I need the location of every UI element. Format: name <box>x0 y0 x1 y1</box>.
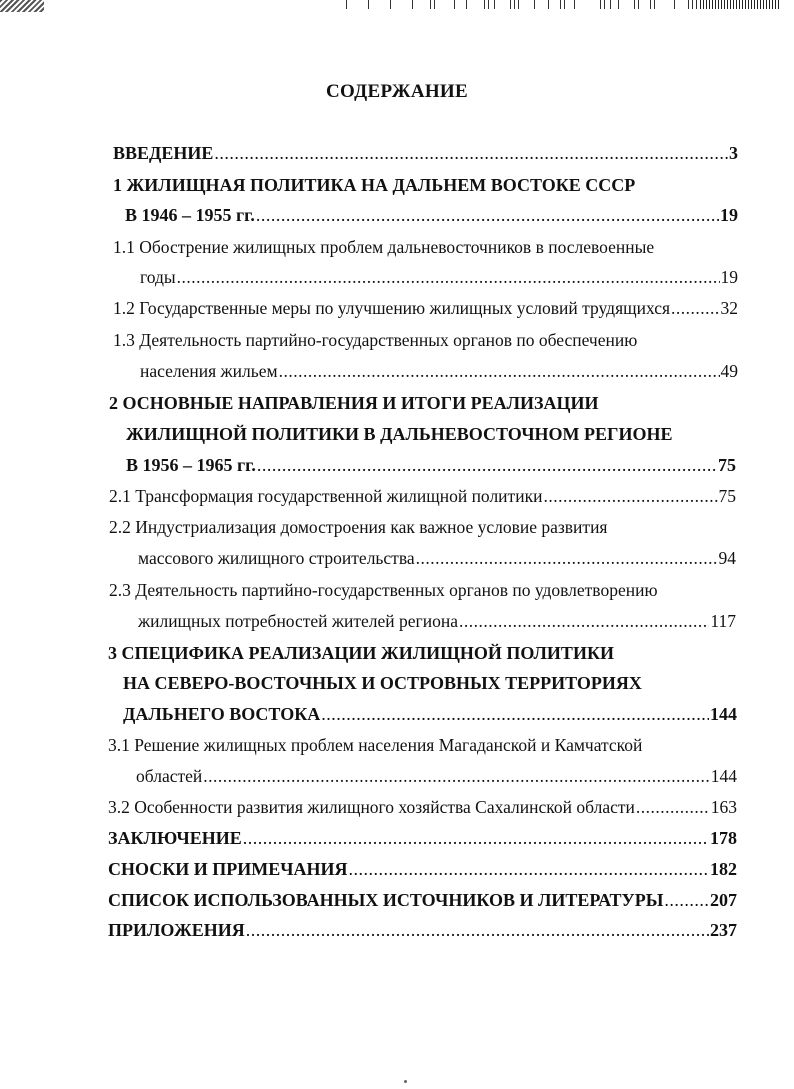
toc-page-number: 19 <box>720 267 738 287</box>
leader-dots <box>348 859 709 880</box>
toc-entry-text: СПИСОК ИСПОЛЬЗОВАННЫХ ИСТОЧНИКОВ И ЛИТЕРАТУРЫ <box>108 890 664 910</box>
toc-entry-section-1-3[interactable] <box>140 361 738 385</box>
toc-entry-text: ПРИЛОЖЕНИЯ <box>108 920 245 940</box>
toc-entry-appendices[interactable] <box>108 920 737 944</box>
toc-page-number: 75 <box>718 455 736 475</box>
toc-page-number: 117 <box>710 611 736 631</box>
toc-entry-section-2-3[interactable] <box>138 611 736 635</box>
toc-page-number: 144 <box>710 766 737 786</box>
toc-page-number: 3 <box>729 143 738 163</box>
toc-page-number: 49 <box>720 361 738 381</box>
toc-entry-text: 1.2 Государственные меры по улучшению жилищных условий трудящихся <box>113 298 671 318</box>
toc-entry-conclusion[interactable] <box>108 828 737 852</box>
leader-dots <box>246 920 709 941</box>
toc-section-3-1-title[interactable]: 3.1 Решение жилищных проблем населения Магаданской и Камчатской <box>108 735 643 755</box>
toc-entry-text: населения жильем <box>140 361 278 381</box>
leader-dots <box>636 797 710 818</box>
toc-entry-chapter-2[interactable] <box>126 455 736 479</box>
toc-entry-section-2-1[interactable] <box>109 486 736 510</box>
toc-entry-text: жилищных потребностей жителей региона <box>138 611 458 631</box>
toc-section-1-3-title[interactable]: 1.3 Деятельность партийно-государственных органов по обеспечению <box>113 330 638 350</box>
toc-entry-text: В 1946 – 1955 гг. <box>125 205 255 225</box>
toc-entry-introduction[interactable] <box>113 143 738 167</box>
toc-entry-section-3-1[interactable] <box>136 766 737 790</box>
toc-page-number: 207 <box>710 890 737 910</box>
toc-page-number: 94 <box>718 548 736 568</box>
leader-dots <box>256 205 719 226</box>
toc-page-number: 75 <box>718 486 736 506</box>
scan-artifact-bottom <box>404 1080 407 1083</box>
toc-entry-text: массового жилищного строительства <box>138 548 415 568</box>
toc-entry-section-3-2[interactable] <box>108 797 737 821</box>
toc-entry-text: СНОСКИ И ПРИМЕЧАНИЯ <box>108 859 348 879</box>
toc-chapter-1-title[interactable]: 1 ЖИЛИЩНАЯ ПОЛИТИКА НА ДАЛЬНЕМ ВОСТОКЕ СССР <box>113 175 636 195</box>
toc-entry-section-1-2[interactable] <box>113 298 738 322</box>
toc-chapter-3-title[interactable]: 3 СПЕЦИФИКА РЕАЛИЗАЦИИ ЖИЛИЩНОЙ ПОЛИТИКИ <box>108 643 614 663</box>
toc-page-number: 182 <box>710 859 737 879</box>
leader-dots <box>543 486 717 507</box>
leader-dots <box>243 828 709 849</box>
leader-dots <box>664 890 709 911</box>
toc-chapter-2-title[interactable]: 2 ОСНОВНЫЕ НАПРАВЛЕНИЯ И ИТОГИ РЕАЛИЗАЦИИ <box>109 393 599 413</box>
leader-dots <box>177 267 720 288</box>
toc-entry-text: ЗАКЛЮЧЕНИЕ <box>108 828 242 848</box>
toc-chapter-3-title-line2[interactable]: НА СЕВЕРО-ВОСТОЧНЫХ И ОСТРОВНЫХ ТЕРРИТОРИЯХ <box>123 673 642 693</box>
toc-entry-text: 3.2 Особенности развития жилищного хозяйства Сахалинской области <box>108 797 635 817</box>
leader-dots <box>214 143 728 164</box>
toc-page-number: 144 <box>710 704 737 724</box>
leader-dots <box>671 298 719 319</box>
toc-entry-text: В 1956 – 1965 гг. <box>126 455 256 475</box>
toc-entry-footnotes[interactable] <box>108 859 737 883</box>
toc-entry-bibliography[interactable] <box>108 890 737 914</box>
toc-entry-section-1-1[interactable] <box>140 267 738 291</box>
toc-page-number: 32 <box>720 298 738 318</box>
toc-page-number: 19 <box>720 205 738 225</box>
toc-page-number: 237 <box>710 920 737 940</box>
toc-entry-section-2-2[interactable] <box>138 548 736 572</box>
toc-entry-text: ДАЛЬНЕГО ВОСТОКА <box>123 704 321 724</box>
toc-entry-text: годы <box>140 267 176 287</box>
toc-section-2-3-title[interactable]: 2.3 Деятельность партийно-государственных органов по удовлетворению <box>109 580 658 600</box>
leader-dots <box>416 548 718 569</box>
leader-dots <box>459 611 709 632</box>
toc-page-number: 163 <box>710 797 737 817</box>
page-title: СОДЕРЖАНИЕ <box>326 81 468 102</box>
toc-page-number: 178 <box>710 828 737 848</box>
toc-section-1-1-title[interactable]: 1.1 Обострение жилищных проблем дальневосточников в послевоенные <box>113 237 655 257</box>
leader-dots <box>203 766 709 787</box>
leader-dots <box>257 455 717 476</box>
toc-entry-text: ВВЕДЕНИЕ <box>113 143 214 163</box>
toc-chapter-2-title-line2[interactable]: ЖИЛИЩНОЙ ПОЛИТИКИ В ДАЛЬНЕВОСТОЧНОМ РЕГИОНЕ <box>126 424 673 444</box>
toc-entry-text: областей <box>136 766 203 786</box>
leader-dots <box>321 704 709 725</box>
toc-entry-text: 2.1 Трансформация государственной жилищной политики <box>109 486 543 506</box>
toc-entry-chapter-1[interactable] <box>125 205 738 229</box>
leader-dots <box>279 361 720 382</box>
toc-entry-chapter-3[interactable] <box>123 704 737 728</box>
toc-section-2-2-title[interactable]: 2.2 Индустриализация домостроения как важное условие развития <box>109 517 608 537</box>
